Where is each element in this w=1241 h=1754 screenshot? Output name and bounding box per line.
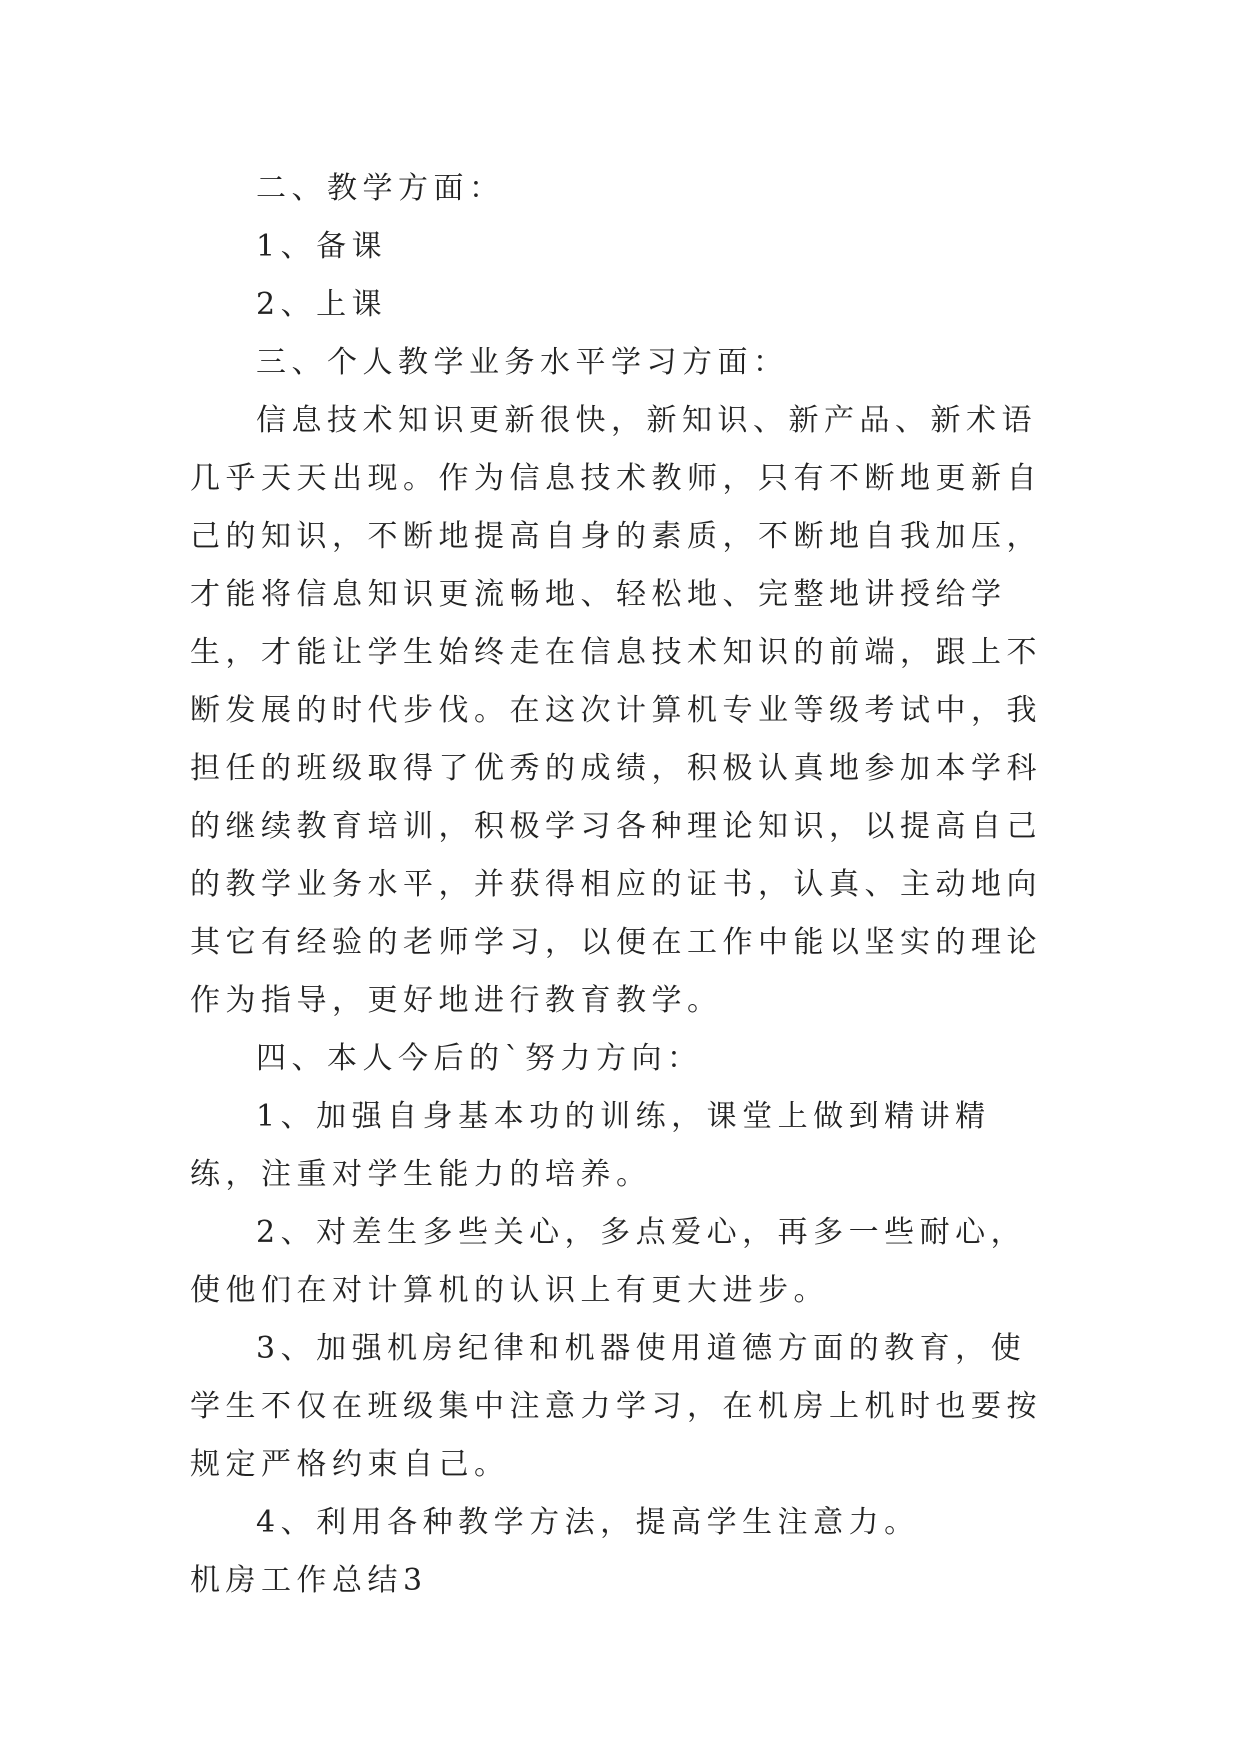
heading-future-direction: 四、本人今后的`努力方向： [256,1041,703,1076]
heading-personal-study: 三、个人教学业务水平学习方面： [256,345,789,380]
item-lab-discipline: 3、加强机房纪律和机器使用道德方面的教育，使学生不仅在班级集中注意力学习，在机房上机时也要按规定严格约束自己。 [190,1331,1042,1482]
paragraph-it-knowledge: 信息技术知识更新很快，新知识、新产品、新术语几乎天天出现。作为信息技术教师，只有不断地更新自己的知识，不断地提高自身的素质，不断地自我加压，才能将信息知识更流畅地、轻松地、完整地讲授给学生，才能让学生始终走在信息技术知识的前端，跟上不断发展的时代步伐。在这次计算机专业等级考试中，我担任的班级取得了优秀的成绩，积极认真地参加本学科的继续教育培训，积极学习各种理论知识，以提高自己的教学业务水平，并获得相应的证书，认真、主动地向其它有经验的老师学习，以便在工作中能以坚实的理论作为指导，更好地进行教育教学。 [190,403,1042,1018]
document-body [190,160,1060,1610]
item-teaching-methods: 4、利用各种教学方法，提高学生注意力。 [256,1505,920,1540]
heading-teaching: 二、教学方面： [256,171,505,206]
item-class: 2、上课 [256,287,388,322]
item-weak-students: 2、对差生多些关心，多点爱心，再多一些耐心，使他们在对计算机的认识上有更大进步。 [190,1215,1027,1308]
item-basic-skills: 1、加强自身基本功的训练，课堂上做到精讲精练，注重对学生能力的培养。 [190,1099,991,1192]
section-title: 机房工作总结3 [190,1563,428,1598]
item-lesson-prep: 1、备课 [256,229,388,264]
